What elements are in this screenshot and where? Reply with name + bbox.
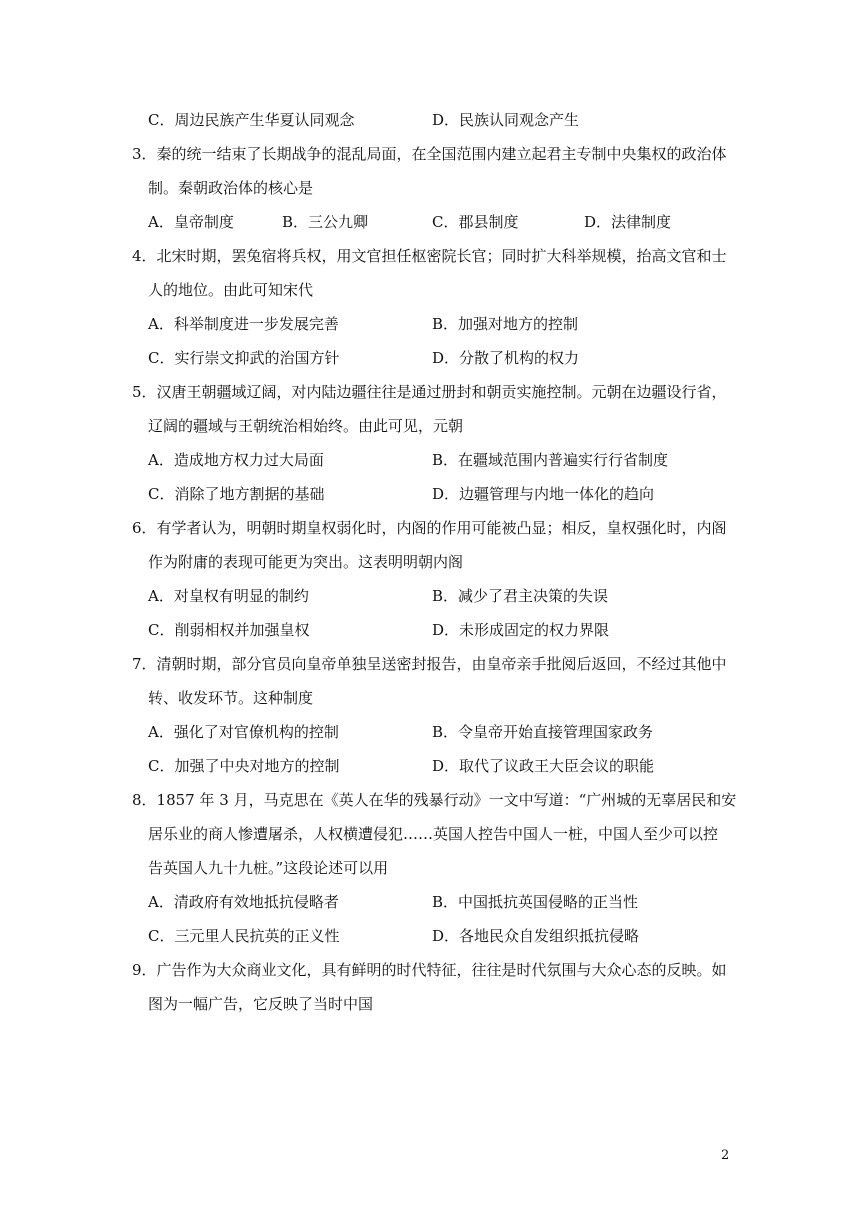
q5-option-d: D．边疆管理与内地一体化的趋向 <box>432 485 655 503</box>
q7-option-c: C．加强了中央对地方的控制 <box>148 757 340 775</box>
q2-option-d: D．民族认同观念产生 <box>432 111 580 129</box>
q4-option-c: C．实行崇文抑武的治国方针 <box>148 349 340 367</box>
q8-stem-line-1: 8．1857 年 3 月，马克思在《英人在华的残暴行动》一文中写道：“广州城的无辜居民和安 <box>132 791 737 809</box>
q3-stem-line-1: 3．秦的统一结束了长期战争的混乱局面，在全国范围内建立起君主专制中央集权的政治体 <box>132 145 727 163</box>
page-number: 2 <box>721 1148 730 1163</box>
q7-option-b: B．令皇帝开始直接管理国家政务 <box>432 723 654 741</box>
q8-option-b: B．中国抵抗英国侵略的正当性 <box>432 893 639 911</box>
q2-option-c: C．周边民族产生华夏认同观念 <box>148 111 355 129</box>
q6-option-b: B．减少了君主决策的失误 <box>432 587 609 605</box>
q6-option-d: D．未形成固定的权力界限 <box>432 621 610 639</box>
q4-option-a: A．科举制度进一步发展完善 <box>148 315 339 333</box>
q8-stem-line-2: 居乐业的商人惨遭屠杀，人权横遭侵犯……英国人控告中国人一桩，中国人至少可以控 <box>148 825 719 843</box>
q3-option-b: B．三公九卿 <box>282 213 369 231</box>
q9-stem-line-1: 9．广告作为大众商业文化，具有鲜明的时代特征，往往是时代氛围与大众心态的反映。如 <box>132 961 727 979</box>
q3-option-d: D．法律制度 <box>584 213 672 231</box>
q7-stem-line-2: 转、收发环节。这种制度 <box>148 689 314 707</box>
q8-option-a: A．清政府有效地抵抗侵略者 <box>148 893 339 911</box>
q5-option-a: A．造成地方权力过大局面 <box>148 451 324 469</box>
q7-option-d: D．取代了议政王大臣会议的职能 <box>432 757 655 775</box>
q5-option-c: C．消除了地方割据的基础 <box>148 485 325 503</box>
q4-option-b: B．加强对地方的控制 <box>432 315 579 333</box>
q6-option-a: A．对皇权有明显的制约 <box>148 587 309 605</box>
q3-option-a: A．皇帝制度 <box>148 213 234 231</box>
q6-stem-line-1: 6．有学者认为，明朝时期皇权弱化时，内阁的作用可能被凸显；相反，皇权强化时，内阁 <box>132 519 727 537</box>
q5-option-b: B．在疆域范围内普遍实行行省制度 <box>432 451 669 469</box>
q5-stem-line-1: 5．汉唐王朝疆域辽阔，对内陆边疆往往是通过册封和朝贡实施控制。元朝在边疆设行省， <box>132 383 727 401</box>
q4-option-d: D．分散了机构的权力 <box>432 349 580 367</box>
q5-stem-line-2: 辽阔的疆域与王朝统治相始终。由此可见，元朝 <box>148 417 464 435</box>
q4-stem-line-2: 人的地位。由此可知宋代 <box>148 281 314 299</box>
q3-option-c: C．郡县制度 <box>432 213 519 231</box>
q8-option-c: C．三元里人民抗英的正义性 <box>148 927 340 945</box>
q8-stem-line-3: 告英国人九十九桩。”这段论述可以用 <box>148 859 389 877</box>
q4-stem-line-1: 4．北宋时期，罢兔宿将兵权，用文官担任枢密院长官；同时扩大科举规模，抬高文官和士 <box>132 247 727 265</box>
q7-stem-line-1: 7．清朝时期，部分官员向皇帝单独呈送密封报告，由皇帝亲手批阅后返回，不经过其他中 <box>132 655 727 673</box>
q7-option-a: A．强化了对官僚机构的控制 <box>148 723 339 741</box>
q6-stem-line-2: 作为附庸的表现可能更为突出。这表明明朝内阁 <box>148 553 464 571</box>
q6-option-c: C．削弱相权并加强皇权 <box>148 621 310 639</box>
q9-stem-line-2: 图为一幅广告，它反映了当时中国 <box>148 995 374 1013</box>
q8-option-d: D．各地民众自发组织抵抗侵略 <box>432 927 640 945</box>
q3-stem-line-2: 制。秦朝政治体的核心是 <box>148 179 314 197</box>
